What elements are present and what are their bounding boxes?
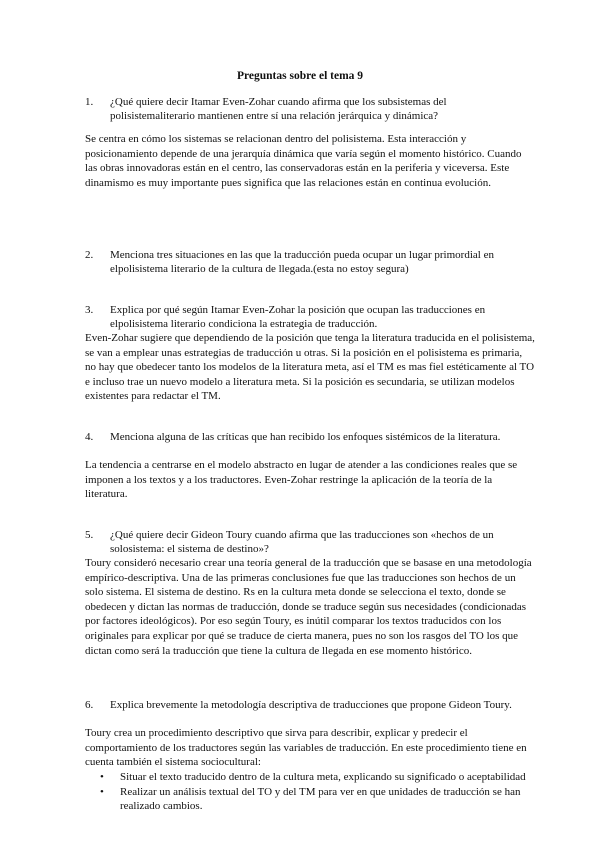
question-text: ¿Qué quiere decir Gideon Toury cuando afirma que las traducciones son «hechos de un solosistema: el sistema de destino»? bbox=[110, 529, 494, 555]
question-number: 2. bbox=[85, 249, 94, 261]
question-2 bbox=[85, 248, 530, 276]
answer-3: Even-Zohar sugiere que dependiendo de la posición que tenga la literatura traducida en el polisistema, se van a emplear unas estrategias de traducción u otras. Si la posición en el polisistema es primaria, no hay que obedecer tanto los modelos de la literatura meta, así el TM es mas fiel estéticamente al TO e incluso trae un nuevo modelo a literatura meta. Si la posición es secundaria, se utilizan modelos existentes para redactar el TM. bbox=[85, 332, 535, 403]
answer-6: Toury crea un procedimiento descriptivo que sirva para describir, explicar y predecir el comportamiento de los traductores según las variables de traducción. En este procedimiento tiene en cuenta también el sistema sociocultural: bbox=[85, 727, 527, 769]
question-text: Explica por qué según Itamar Even-Zohar la posición que ocupan las traducciones en elpolisistema literario condiciona la estrategia de traducción. bbox=[110, 304, 486, 330]
bullet-list bbox=[100, 770, 540, 814]
list-item bbox=[100, 785, 540, 813]
question-3 bbox=[85, 303, 530, 331]
question-text: Menciona tres situaciones en las que la traducción pueda ocupar un lugar primordial en elpolisistema literario de la cultura de llegada.(esta no estoy segura) bbox=[110, 249, 494, 275]
page-title: Preguntas sobre el tema 9 bbox=[236, 70, 364, 82]
question-4 bbox=[85, 430, 530, 444]
bullet-icon: • bbox=[100, 786, 104, 798]
question-text: Explica brevemente la metodología descriptiva de traducciones que propone Gideon Toury. bbox=[110, 699, 512, 711]
question-1 bbox=[85, 95, 530, 123]
answer-5: Toury consideró necesario crear una teoría general de la traducción que se basase en una metodología empírico-descriptiva. Una de las primeras conclusiones fue que las traducciones son hechos de un solo sistema. El sistema de destino. Rs en la cultura meta donde se selecciona el texto, donde se obedecen y dictan las normas de traducción, donde se traduce según sus necesidades (condicionadas por factores ideológicos). Por eso según Toury, es inútil comparar los textos traducidos con los originales para explicar por qué se traduce de cierta manera, pues no son los rasgos del TO los que dictan como será la traducción que tiene la cultura de llegada en ese momento histórico. bbox=[85, 557, 532, 657]
question-number: 3. bbox=[85, 304, 94, 316]
answer-4: La tendencia a centrarse en el modelo abstracto en lugar de atender a las condiciones reales que se imponen a los textos y a los traductores. Even-Zohar restringe la aplicación de la teoría de la literatura. bbox=[85, 459, 518, 501]
question-6 bbox=[85, 698, 530, 712]
answer-1: Se centra en cómo los sistemas se relacionan dentro del polisistema. Esta interacción y posicionamiento depende de una jerarquía dinámica que varía según el momento histórico. Cuando las obras innovadoras están en el centro, las conservadoras están en la periferia y viceversa. Este dinamismo es muy importante pues significa que las relaciones están en continua evolución. bbox=[85, 133, 522, 189]
list-item bbox=[100, 770, 540, 784]
bullet-text: Situar el texto traducido dentro de la cultura meta, explicando su significado o aceptabilidad bbox=[120, 771, 526, 783]
bullet-icon: • bbox=[100, 771, 104, 783]
question-number: 5. bbox=[85, 529, 94, 541]
question-text: Menciona alguna de las críticas que han recibido los enfoques sistémicos de la literatura. bbox=[110, 431, 501, 443]
question-text: ¿Qué quiere decir Itamar Even-Zohar cuando afirma que los subsistemas del polisistemaliterario mantienen entre sí una relación jerárquica y dinámica? bbox=[110, 96, 447, 122]
question-5 bbox=[85, 528, 530, 556]
question-number: 4. bbox=[85, 431, 94, 443]
question-number: 6. bbox=[85, 699, 94, 711]
bullet-text: Realizar un análisis textual del TO y del TM para ver en que unidades de traducción se han realizado cambios. bbox=[120, 786, 521, 812]
question-number: 1. bbox=[85, 96, 94, 108]
